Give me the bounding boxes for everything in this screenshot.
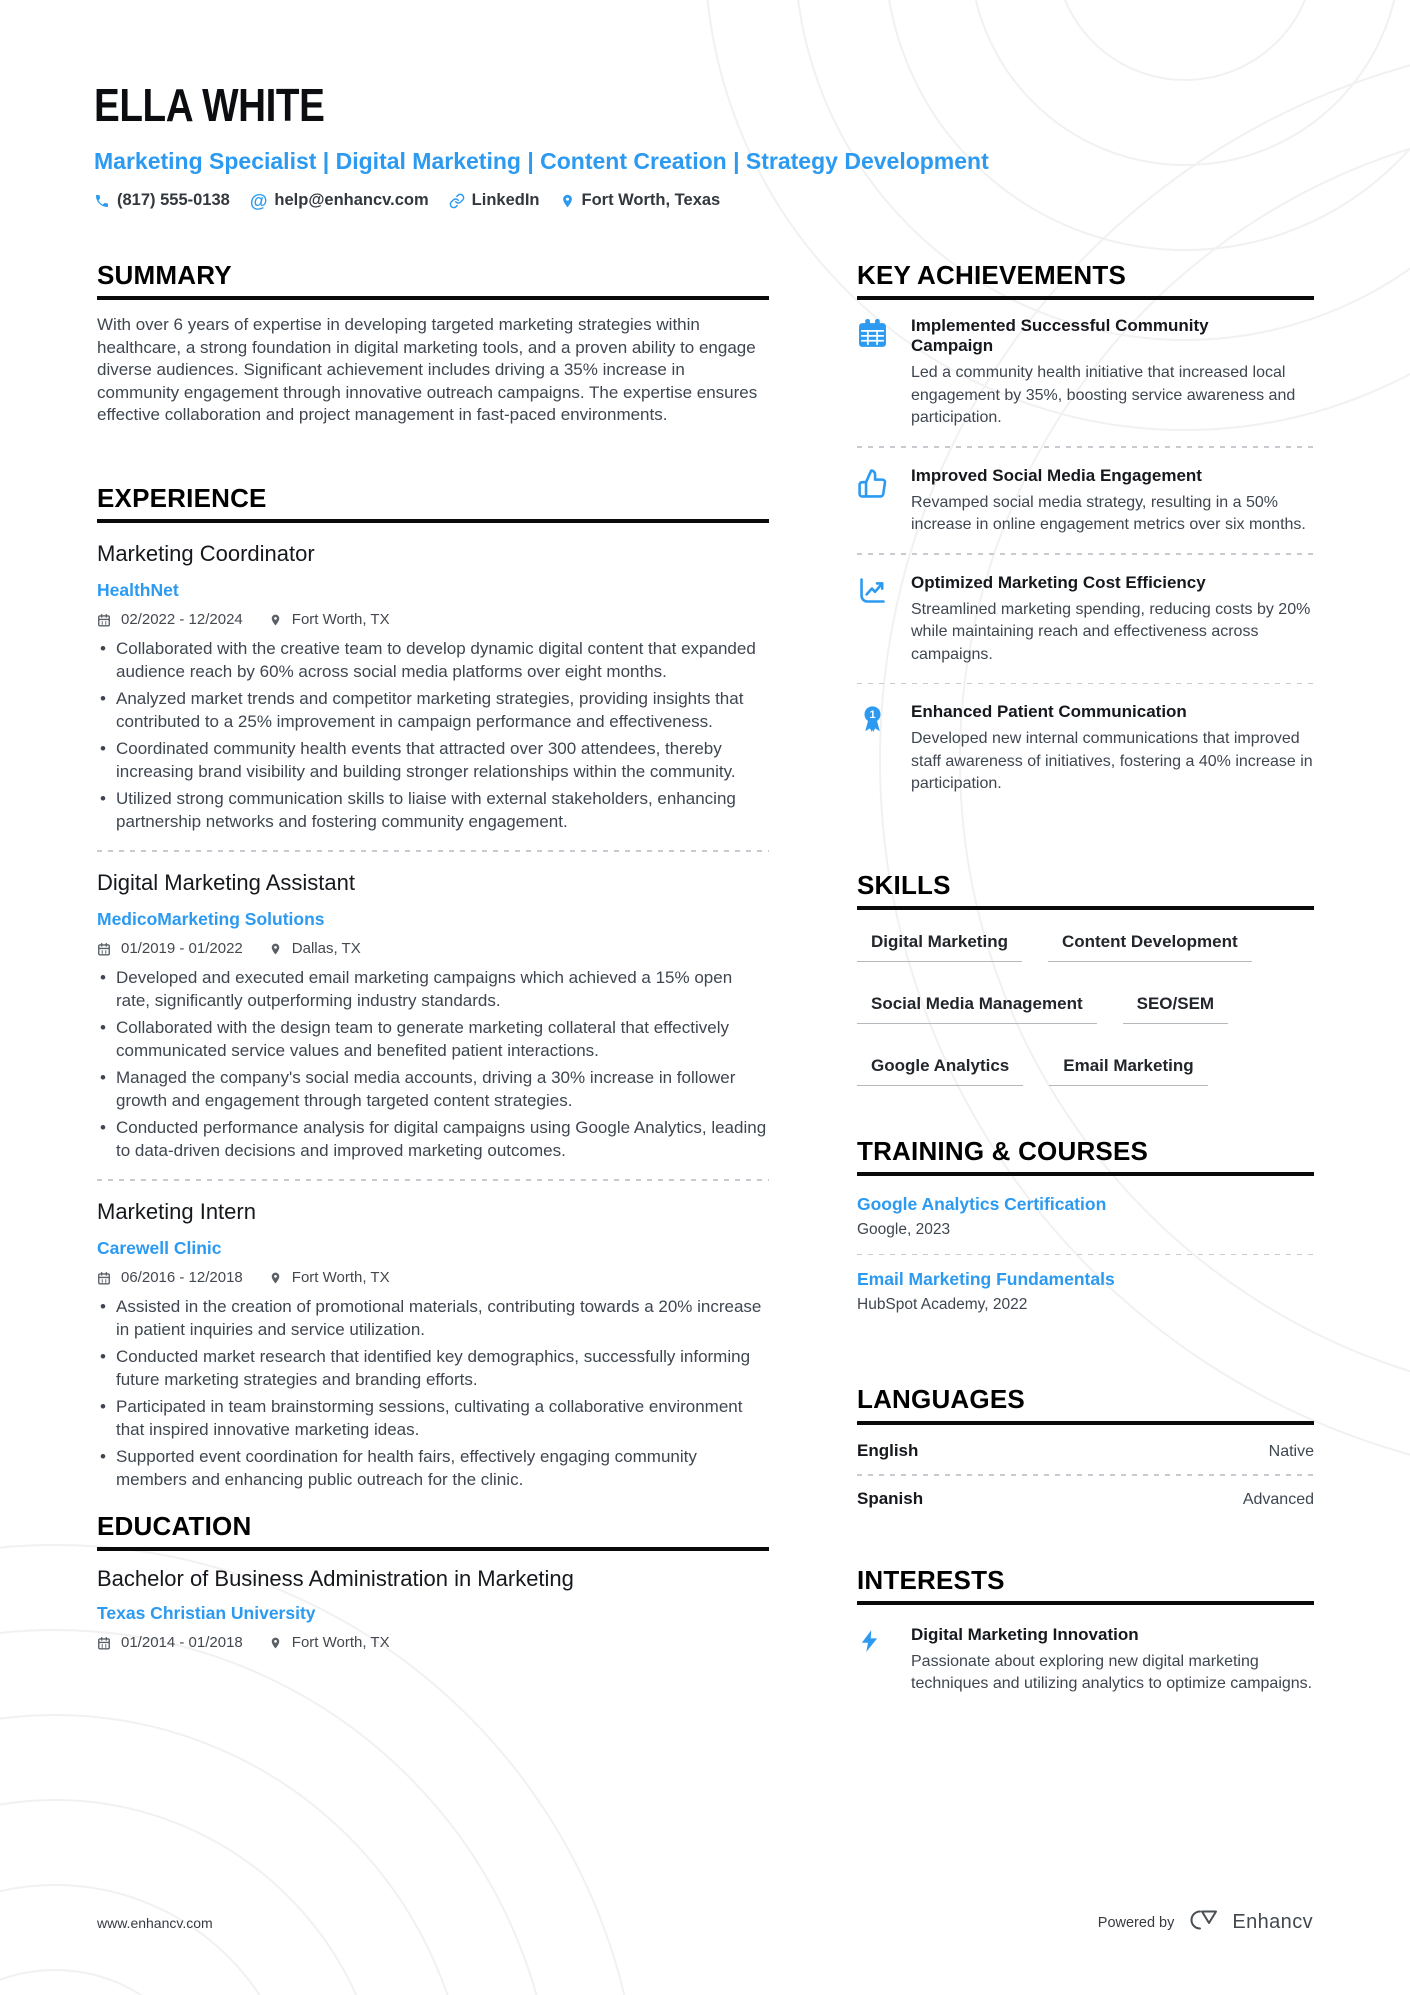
training-section (857, 1138, 1314, 1314)
contact-phone (94, 191, 230, 210)
job-location: Dallas, TX (291, 940, 361, 958)
job-bullet: • Collaborated with the design team to generate marketing collateral that effectively communicated service values and benefited patient interactions. (97, 1017, 769, 1062)
course-entry (857, 1269, 1314, 1314)
course-title[interactable]: Email Marketing Fundamentals (857, 1269, 1115, 1290)
location-pin-icon (269, 942, 282, 956)
skill-tag: Social Media Management (857, 994, 1097, 1024)
training-heading: TRAINING & COURSES (857, 1138, 1314, 1176)
calendar-icon (97, 1636, 111, 1650)
achievement-item (857, 466, 1314, 537)
trending-up-icon (857, 573, 889, 667)
contact-linkedin[interactable] (449, 191, 540, 210)
location-pin-icon (269, 613, 282, 627)
skills-list (857, 932, 1314, 1086)
job-company[interactable]: HealthNet (97, 580, 179, 601)
dashed-divider (97, 850, 769, 852)
achievement-body (911, 702, 1314, 796)
experience-heading: EXPERIENCE (97, 485, 769, 523)
skills-heading: SKILLS (857, 872, 1314, 910)
achievement-title: Improved Social Media Engagement (911, 465, 1202, 485)
calendar-icon (97, 942, 111, 956)
language-row (857, 1489, 1314, 1509)
interests-section (857, 1564, 1314, 1696)
education-location: Fort Worth, TX (291, 1634, 390, 1652)
education-dates: 01/2014 - 01/2018 (121, 1634, 243, 1652)
achievement-item (857, 316, 1314, 430)
job-bullet: • Developed and executed email marketing campaigns which achieved a 15% open rate, significantly outperforming industry standards. (97, 967, 769, 1012)
languages-heading: LANGUAGES (857, 1386, 1314, 1424)
svg-text:1: 1 (869, 709, 876, 722)
education-meta (97, 1634, 769, 1652)
job-company[interactable]: MedicoMarketing Solutions (97, 909, 325, 930)
location-pin-icon (269, 1636, 282, 1650)
dashed-divider (97, 1179, 769, 1181)
language-level: Advanced (1242, 1490, 1314, 1508)
job-dates: 01/2019 - 01/2022 (121, 940, 243, 958)
summary-heading: SUMMARY (97, 262, 769, 300)
language-name: Spanish (857, 1488, 924, 1508)
powered-by-label: Powered by (1097, 1914, 1175, 1931)
languages-section (857, 1386, 1314, 1508)
course-provider: HubSpot Academy, 2022 (857, 1296, 1028, 1314)
course-provider: Google, 2023 (857, 1221, 951, 1239)
job-title: Digital Marketing Assistant (97, 870, 355, 896)
job-meta (97, 1269, 769, 1287)
website-link[interactable]: www.enhancv.com (97, 1914, 213, 1931)
achievement-body (911, 316, 1314, 430)
skill-tag: Email Marketing (1049, 1056, 1207, 1086)
language-row (857, 1441, 1314, 1461)
dashed-divider (857, 1474, 1314, 1476)
interest-title: Digital Marketing Innovation (911, 1624, 1139, 1644)
headline: Marketing Specialist | Digital Marketing | Content Creation | Strategy Development (94, 148, 989, 174)
job-title: Marketing Coordinator (97, 541, 315, 567)
degree-title: Bachelor of Business Administration in Marketing (97, 1566, 574, 1592)
course-entry (857, 1194, 1314, 1239)
course-title[interactable]: Google Analytics Certification (857, 1194, 1107, 1215)
phone-icon (94, 193, 110, 209)
calendar-icon (97, 613, 111, 627)
job-bullet: • Conducted performance analysis for digital campaigns using Google Analytics, leading to data-driven decisions and improved marketing outcomes. (97, 1117, 769, 1162)
contact-email[interactable] (250, 191, 429, 210)
thumbs-up-icon (857, 466, 889, 537)
interest-item (857, 1625, 1314, 1696)
interest-body (911, 1625, 1314, 1696)
job-entry (97, 541, 769, 833)
job-bullet: • Analyzed market trends and competitor marketing strategies, providing insights that contributed to a 25% improvement in campaign performance and effectiveness. (97, 688, 769, 733)
header (94, 78, 1334, 210)
job-meta (97, 940, 769, 958)
job-company[interactable]: Carewell Clinic (97, 1238, 222, 1259)
lightning-icon (857, 1625, 889, 1696)
achievement-title: Enhanced Patient Communication (911, 702, 1187, 722)
location-label: Fort Worth, Texas (581, 191, 721, 209)
powered-by (1098, 1908, 1313, 1937)
achievement-title: Implemented Successful Community Campaign (911, 316, 1209, 356)
achievement-body (911, 573, 1314, 667)
skill-tag: Content Development (1048, 932, 1252, 962)
email-address[interactable]: help@enhancv.com (274, 191, 429, 209)
link-icon (449, 193, 465, 209)
skill-tag: SEO/SEM (1123, 994, 1228, 1024)
job-bullet: • Supported event coordination for health fairs, effectively engaging community members and enhancing public outreach for the clinic. (97, 1446, 769, 1491)
job-entry (97, 870, 769, 1162)
achievement-item (857, 702, 1314, 796)
footer (97, 1908, 1313, 1937)
job-dates: 06/2016 - 12/2018 (121, 1269, 243, 1287)
calendar-icon (97, 1271, 111, 1285)
job-dates: 02/2022 - 12/2024 (121, 611, 243, 629)
dashed-divider (857, 553, 1314, 555)
achievement-title: Optimized Marketing Cost Efficiency (911, 572, 1206, 592)
contact-location (560, 191, 721, 210)
summary-text: With over 6 years of expertise in developing targeted marketing strategies within healthcare, a strong foundation in digital marketing tools, and a proven ability to engage diverse audiences. Significant achievement includes driving a 35% increase in community engagement through innovative outreach campaigns. The expertise ensures effective collaboration and project management in fast-paced environments. (97, 315, 758, 425)
job-bullet: • Managed the company's social media accounts, driving a 30% increase in follower growth and engagement through targeted content strategies. (97, 1067, 769, 1112)
right-column (857, 262, 1314, 1696)
job-meta (97, 611, 769, 629)
email-icon: @ (249, 190, 268, 211)
language-name: English (857, 1440, 919, 1460)
dashed-divider (857, 1253, 1314, 1255)
achievement-desc: Developed new internal communications that improved staff awareness of initiatives, fostering a 40% increase in participation. (911, 730, 1313, 793)
experience-section (97, 482, 769, 1491)
left-column (97, 262, 769, 1652)
skill-tag: Google Analytics (857, 1056, 1023, 1086)
job-bullets (97, 638, 769, 833)
summary-section (97, 262, 769, 427)
skills-section (857, 869, 1314, 1086)
location-pin-icon (269, 1271, 282, 1285)
job-title: Marketing Intern (97, 1199, 256, 1225)
achievement-desc: Led a community health initiative that increased local engagement by 35%, boosting service awareness and participation. (911, 364, 1296, 427)
dashed-divider (857, 446, 1314, 448)
contact-row (94, 191, 1334, 210)
achievement-desc: Streamlined marketing spending, reducing costs by 20% while maintaining reach and effectiveness across campaigns. (911, 600, 1311, 663)
linkedin-label[interactable]: LinkedIn (471, 191, 540, 209)
job-bullet: • Collaborated with the creative team to develop dynamic digital content that expanded audience reach by 60% across social media platforms over eight months. (97, 638, 769, 683)
candidate-name: ELLA WHITE (94, 79, 325, 131)
achievement-list (857, 316, 1314, 796)
phone-number: (817) 555-0138 (117, 191, 230, 209)
job-bullets (97, 967, 769, 1162)
job-bullet: • Participated in team brainstorming sessions, cultivating a collaborative environment that inspired innovative marketing ideas. (97, 1396, 769, 1441)
brand-name[interactable]: Enhancv (1232, 1911, 1313, 1933)
job-bullet: • Coordinated community health events that attracted over 300 attendees, thereby increasing brand visibility and building stronger relationships within the community. (97, 738, 769, 783)
achievement-desc: Revamped social media strategy, resulting in a 50% increase in online engagement metrics over six months. (911, 493, 1306, 534)
language-level: Native (1268, 1442, 1314, 1460)
education-section (97, 1513, 769, 1652)
location-pin-icon (560, 193, 575, 209)
achievement-item (857, 573, 1314, 667)
skill-tag: Digital Marketing (857, 932, 1022, 962)
medal-icon (857, 702, 889, 796)
job-location: Fort Worth, TX (291, 1269, 390, 1287)
calendar-icon (857, 316, 889, 430)
job-location: Fort Worth, TX (291, 611, 390, 629)
job-bullet: • Utilized strong communication skills to liaise with external stakeholders, enhancing partnership networks and fostering community engagement. (97, 788, 769, 833)
job-entry (97, 1199, 769, 1491)
interests-heading: INTERESTS (857, 1567, 1314, 1605)
key-achievements-section (857, 262, 1314, 796)
school-name[interactable]: Texas Christian University (97, 1603, 316, 1624)
job-bullet: • Conducted market research that identified key demographics, successfully informing future marketing strategies and branding efforts. (97, 1346, 769, 1391)
achievement-body (911, 466, 1314, 537)
education-heading: EDUCATION (97, 1513, 769, 1551)
job-bullet: • Assisted in the creation of promotional materials, contributing towards a 20% increase in patient inquiries and service utilization. (97, 1296, 769, 1341)
job-bullets (97, 1296, 769, 1491)
interest-desc: Passionate about exploring new digital marketing techniques and utilizing analytics to optimize campaigns. (911, 1652, 1313, 1693)
enhancv-logo-icon (1186, 1908, 1220, 1937)
key-achievements-heading: KEY ACHIEVEMENTS (857, 262, 1314, 300)
dashed-divider (857, 682, 1314, 684)
